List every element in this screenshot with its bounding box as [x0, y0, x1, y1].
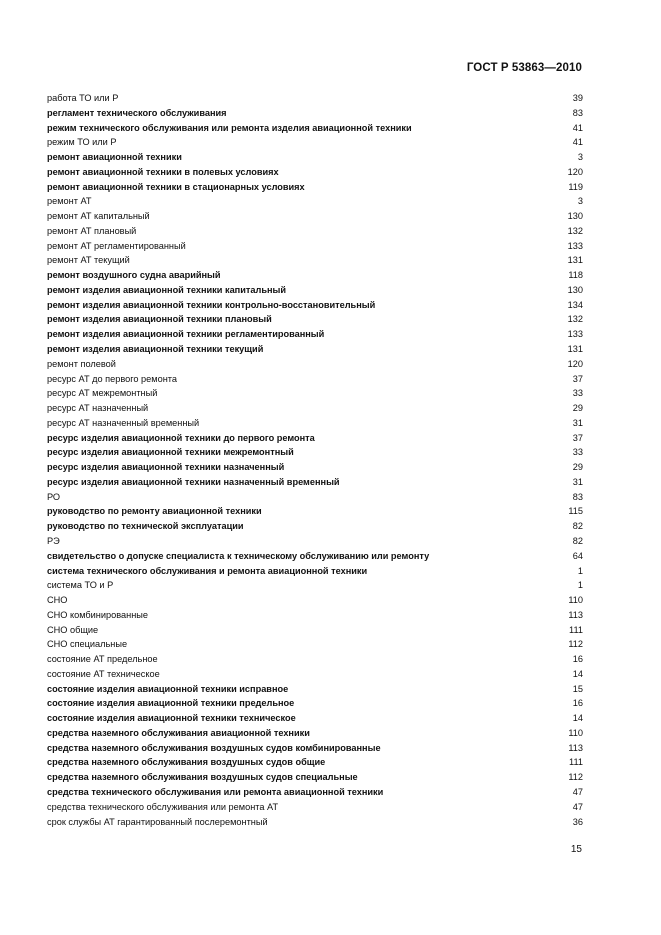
index-page-ref: 64	[572, 550, 583, 561]
index-entry	[47, 770, 583, 785]
index-page-ref: 133	[567, 329, 583, 340]
index-entry	[47, 224, 583, 239]
index-term: ремонт авиационной техники в стационарных условиях	[47, 181, 305, 192]
index-page-ref: 82	[572, 535, 583, 546]
index-entry	[47, 268, 583, 283]
index-entry	[47, 239, 583, 254]
index-term: ремонт АТ капитальный	[47, 211, 150, 222]
index-term: система ТО и Р	[47, 580, 114, 591]
index-page-ref: 120	[567, 166, 583, 177]
index-term: срок службы АТ гарантированный послеремонтный	[47, 816, 268, 827]
index-page-ref: 33	[572, 447, 583, 458]
index-page-ref: 31	[572, 476, 583, 487]
index-page-ref: 31	[572, 417, 583, 428]
index-page-ref: 120	[567, 358, 583, 369]
index-term: СНО специальные	[47, 639, 128, 650]
index-page-ref: 112	[568, 772, 583, 783]
index-page-ref: 131	[567, 344, 583, 355]
index-entry	[47, 106, 583, 121]
index-term: ресурс АТ межремонтный	[47, 388, 158, 399]
index-entry	[47, 327, 583, 342]
index-entry	[47, 357, 583, 372]
index-entry	[47, 194, 583, 209]
index-entry	[47, 342, 583, 357]
index-term: ремонт изделия авиационной техники текущий	[47, 344, 264, 355]
index-term: состояние АТ предельное	[47, 654, 158, 665]
index-term: СНО общие	[47, 624, 99, 635]
index-term: средства наземного обслуживания авиационной техники	[47, 727, 310, 738]
index-entry	[47, 564, 583, 579]
index-term: средства технического обслуживания или ремонта авиационной техники	[47, 786, 384, 797]
index-term: ремонт изделия авиационной техники плановый	[47, 314, 272, 325]
index-page-ref: 134	[567, 299, 583, 310]
index-page-ref: 110	[568, 727, 583, 738]
index-entry	[47, 504, 583, 519]
index-term: режим ТО или Р	[47, 137, 117, 148]
index-term: ремонт АТ регламентированный	[47, 240, 186, 251]
index-term: средства наземного обслуживания воздушных судов комбинированные	[47, 742, 381, 753]
index-entry	[47, 800, 583, 815]
index-term: ресурс изделия авиационной техники до первого ремонта	[47, 432, 315, 443]
index-term: свидетельство о допуске специалиста к техническому обслуживанию или ремонту	[47, 550, 430, 561]
index-page-ref: 3	[577, 196, 583, 207]
index-term: РЭ	[47, 535, 60, 546]
index-term: регламент технического обслуживания	[47, 107, 227, 118]
index-entry	[47, 150, 583, 165]
index-entry	[47, 755, 583, 770]
index-entry	[47, 312, 583, 327]
index-term: ресурс изделия авиационной техники межремонтный	[47, 447, 294, 458]
index-term: СНО комбинированные	[47, 609, 148, 620]
index-page-ref: 130	[567, 211, 583, 222]
index-page-ref: 39	[572, 93, 583, 103]
index-entry	[47, 490, 583, 505]
index-page-ref: 132	[567, 225, 583, 236]
index-term: РО	[47, 491, 61, 502]
index-entry	[47, 298, 583, 313]
index-entry	[47, 135, 583, 150]
index-entry	[47, 519, 583, 534]
index-entry	[47, 593, 583, 608]
index-term: ресурс АТ до первого ремонта	[47, 373, 177, 384]
index-page-ref: 29	[572, 403, 583, 414]
index-term: ремонт изделия авиационной техники контрольно-восстановительный	[47, 299, 376, 310]
index-page-ref: 110	[568, 595, 583, 606]
index-entry	[47, 682, 583, 697]
index-page-ref: 33	[572, 388, 583, 399]
index-term: работа ТО или Р	[47, 93, 119, 103]
index-entry	[47, 401, 583, 416]
index-term: ремонт полевой	[47, 358, 116, 369]
index-term: ремонт изделия авиационной техники регламентированный	[47, 329, 325, 340]
index-page-ref: 29	[572, 462, 583, 473]
index-term: режим технического обслуживания или ремонта изделия авиационной техники	[47, 122, 412, 133]
index-page-ref: 16	[572, 654, 583, 665]
index-entry	[47, 637, 583, 652]
index-term: ресурс АТ назначенный	[47, 403, 149, 414]
index-page-ref: 37	[572, 432, 583, 443]
index-entry	[47, 180, 583, 195]
index-entry	[47, 652, 583, 667]
index-entry	[47, 372, 583, 387]
index-term: ремонт АТ текущий	[47, 255, 130, 266]
index-entry	[47, 667, 583, 682]
index-entry	[47, 623, 583, 638]
index-entry	[47, 608, 583, 623]
index-page-ref: 132	[567, 314, 583, 325]
index-term: руководство по технической эксплуатации	[47, 521, 244, 532]
index-page-ref: 83	[572, 491, 583, 502]
document-header: ГОСТ Р 53863—2010	[466, 62, 582, 74]
index-term: СНО	[47, 595, 68, 606]
index-entry	[47, 253, 583, 268]
index-entry	[47, 386, 583, 401]
index-entry	[47, 741, 583, 756]
index-page-ref: 113	[568, 609, 583, 620]
index-page-ref: 119	[568, 181, 583, 192]
index-entry	[47, 283, 583, 298]
index-page-ref: 36	[572, 816, 583, 827]
index-term: ремонт авиационной техники	[47, 152, 182, 163]
index-page-ref: 1	[577, 565, 583, 576]
index-page-ref: 14	[572, 713, 583, 724]
index-entry	[47, 549, 583, 564]
index-entry	[47, 416, 583, 431]
index-term: ресурс АТ назначенный временный	[47, 417, 200, 428]
index-entry	[47, 785, 583, 800]
index-page-ref: 1	[577, 580, 583, 591]
index-page-ref: 133	[567, 240, 583, 251]
index-page-ref: 83	[572, 107, 583, 118]
index-page-ref: 111	[569, 624, 583, 635]
index-page-ref: 37	[572, 373, 583, 384]
index-entry	[47, 711, 583, 726]
index-term: ресурс изделия авиационной техники назначенный	[47, 462, 285, 473]
index-page-ref: 82	[572, 521, 583, 532]
index-entry	[47, 578, 583, 593]
index-entry	[47, 696, 583, 711]
index-page-ref: 131	[567, 255, 583, 266]
index-entry	[47, 460, 583, 475]
index-page-ref: 41	[572, 122, 583, 133]
index-page-ref: 41	[572, 137, 583, 148]
index-term: ремонт АТ	[47, 196, 92, 207]
term-index-list	[47, 91, 583, 829]
index-entry	[47, 121, 583, 136]
index-term: средства технического обслуживания или ремонта АТ	[47, 801, 279, 812]
index-page-ref: 118	[568, 270, 583, 281]
index-term: состояние изделия авиационной техники предельное	[47, 698, 295, 709]
index-term: средства наземного обслуживания воздушных судов общие	[47, 757, 326, 768]
index-entry	[47, 534, 583, 549]
index-term: руководство по ремонту авиационной техники	[47, 506, 262, 517]
index-term: состояние изделия авиационной техники техническое	[47, 713, 296, 724]
index-entry	[47, 445, 583, 460]
index-entry	[47, 209, 583, 224]
index-term: ремонт авиационной техники в полевых условиях	[47, 166, 279, 177]
index-term: ремонт изделия авиационной техники капитальный	[47, 284, 287, 295]
index-entry	[47, 91, 583, 106]
index-entry	[47, 726, 583, 741]
index-page-ref: 47	[572, 786, 583, 797]
index-page-ref: 112	[568, 639, 583, 650]
index-page-ref: 47	[572, 801, 583, 812]
index-entry	[47, 431, 583, 446]
index-entry	[47, 475, 583, 490]
page-number: 15	[570, 844, 582, 855]
index-page-ref: 113	[568, 742, 583, 753]
index-term: система технического обслуживания и ремонта авиационной техники	[47, 565, 368, 576]
index-page-ref: 111	[569, 757, 583, 768]
index-term: состояние изделия авиационной техники исправное	[47, 683, 289, 694]
index-term: ресурс изделия авиационной техники назначенный временный	[47, 476, 340, 487]
index-page-ref: 15	[572, 683, 583, 694]
index-term: ремонт воздушного судна аварийный	[47, 270, 221, 281]
index-page-ref: 3	[577, 152, 583, 163]
index-entry	[47, 165, 583, 180]
index-page-ref: 130	[567, 284, 583, 295]
index-term: ремонт АТ плановый	[47, 225, 137, 236]
index-term: средства наземного обслуживания воздушных судов специальные	[47, 772, 358, 783]
index-page-ref: 14	[572, 668, 583, 679]
index-entry	[47, 815, 583, 830]
index-page-ref: 115	[568, 506, 583, 517]
index-page-ref: 16	[572, 698, 583, 709]
index-term: состояние АТ техническое	[47, 668, 160, 679]
